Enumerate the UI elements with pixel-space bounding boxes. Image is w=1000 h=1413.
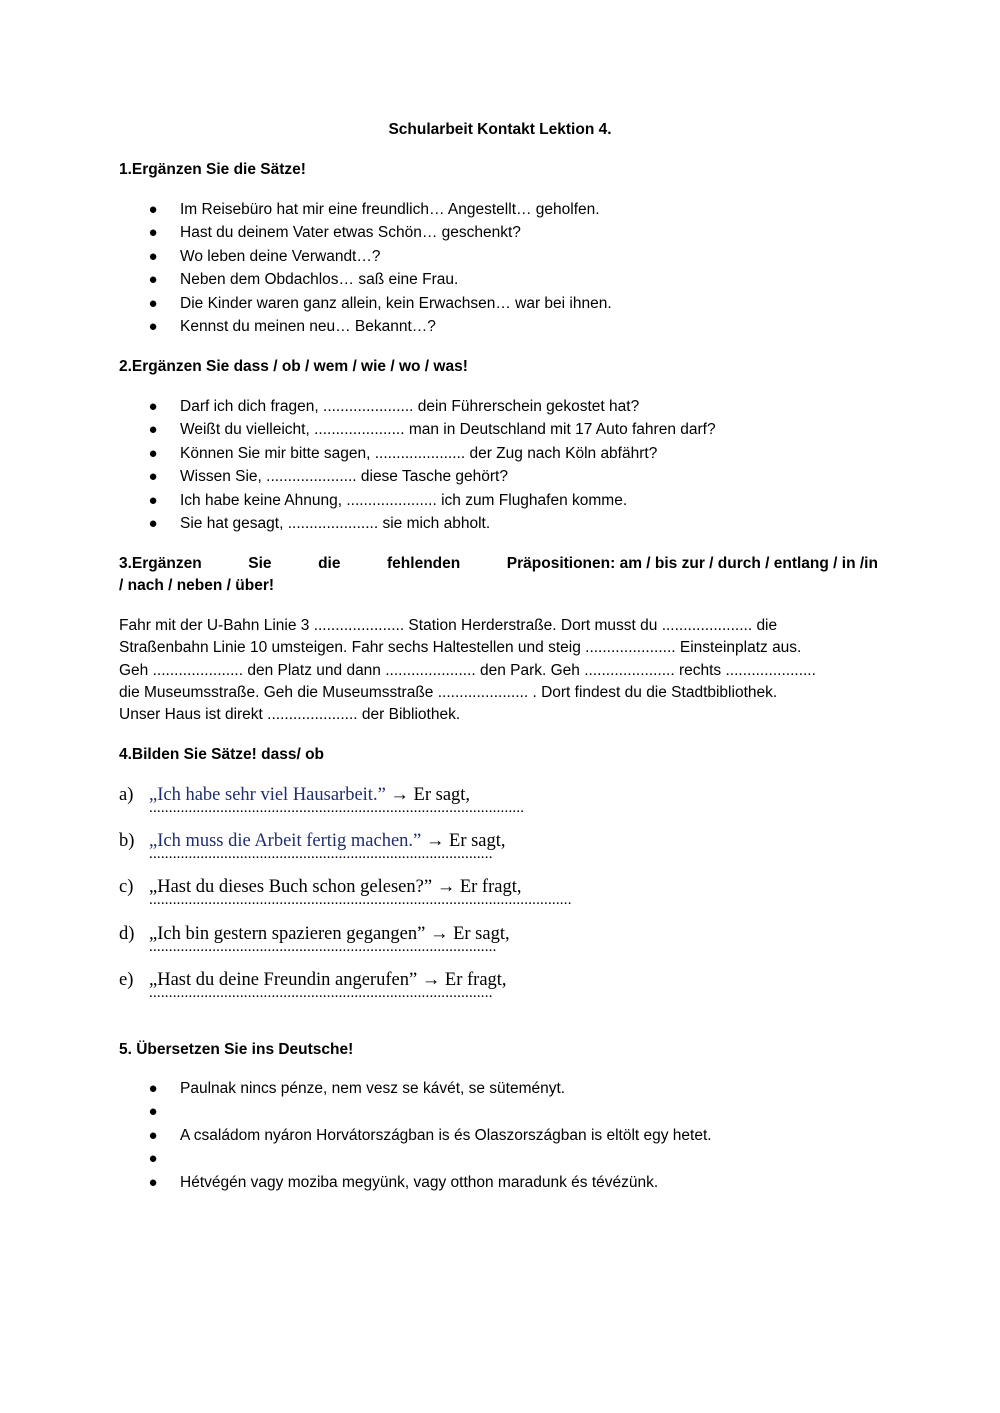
sentence-text: Die Kinder waren ganz allein, kein Erwachsen… war bei ihnen.	[180, 294, 612, 312]
answer-line: ...............................................................................................	[149, 800, 525, 816]
list-item	[0, 465, 716, 488]
bullet-icon: ●	[148, 421, 158, 439]
bullet-icon: ●	[148, 1080, 158, 1097]
arrow-right-icon: →	[425, 831, 445, 852]
section-1-heading: 1.Ergänzen Sie die Sätze!	[119, 161, 306, 178]
arrow-right-icon: →	[421, 969, 441, 990]
sentence-text: Paulnak nincs pénze, nem vesz se kávét, se süteményt.	[180, 1080, 566, 1097]
bullet-icon: ●	[148, 514, 158, 532]
bullet-icon: ●	[148, 1126, 158, 1144]
tail-text: Er fragt,	[459, 877, 522, 898]
list-item	[0, 418, 716, 441]
list-item	[0, 442, 716, 465]
quote-text: „Ich habe sehr viel Hausarbeit.”	[149, 785, 386, 805]
sentence-text: Weißt du vielleicht, ..................... man in Deutschland mit 17 Auto fahren darf?	[180, 421, 716, 439]
paragraph-line: Fahr mit der U-Bahn Linie 3 ..................... Station Herderstraße. Dort musst du ..................... die	[119, 617, 778, 634]
sentence-text: Ich habe keine Ahnung, ..................... ich zum Flughafen komme.	[180, 491, 628, 509]
paragraph-line: Straßenbahn Linie 10 umsteigen. Fahr sechs Haltestellen und steig ..................... Einsteinplatz aus.	[119, 639, 802, 657]
tail-text: Er fragt,	[444, 969, 507, 990]
arrow-right-icon: →	[429, 923, 449, 944]
bullet-icon: ●	[148, 317, 158, 335]
quote-text: „Ich bin gestern spazieren gegangen”	[149, 923, 426, 944]
heading-word: Sie	[248, 555, 272, 572]
list-item	[0, 395, 716, 418]
section-3-heading-line-1	[119, 553, 878, 575]
sentence-text: Neben dem Obdachlos… saß eine Frau.	[180, 271, 459, 289]
item-letter: d)	[119, 923, 135, 944]
sentence-text: Können Sie mir bitte sagen, ..................... der Zug nach Köln abfährt?	[180, 444, 658, 462]
list-item	[0, 1124, 712, 1147]
list-item	[0, 489, 716, 512]
tail-text: Er sagt,	[449, 831, 506, 852]
bullet-icon: ●	[148, 1103, 158, 1121]
quote-text: „Hast du deine Freundin angerufen”	[149, 969, 418, 990]
tail-text: Er sagt,	[413, 785, 471, 805]
section-3-heading-line-2: / nach / neben / über!	[119, 577, 275, 594]
bullet-icon: ●	[148, 224, 158, 242]
answer-line: .......................................................................................	[149, 846, 493, 863]
sentence-text: A családom nyáron Horvátországban is és Olaszországban is eltölt egy hetet.	[180, 1126, 712, 1144]
tail-text: Er sagt,	[453, 923, 510, 944]
sentence-text: Im Reisebüro hat mir eine freundlich… Angestellt… geholfen.	[180, 201, 600, 218]
list-item	[0, 221, 612, 244]
quote-text: „Ich muss die Arbeit fertig machen.”	[149, 831, 422, 852]
section-3-paragraph	[119, 615, 879, 726]
item-letter: a)	[119, 785, 134, 805]
section-5-list	[0, 1077, 712, 1194]
bullet-icon: ●	[148, 1173, 158, 1191]
bullet-icon: ●	[148, 491, 158, 509]
sentence-text: Kennst du meinen neu… Bekannt…?	[180, 317, 436, 335]
quote-text: „Hast du dieses Buch schon gelesen?”	[149, 877, 433, 898]
bullet-icon: ●	[148, 398, 158, 415]
section-2-heading: 2.Ergänzen Sie dass / ob / wem / wie / wo / was!	[119, 358, 468, 375]
list-item	[0, 245, 612, 268]
heading-word: 3.Ergänzen	[119, 555, 202, 572]
list-item	[0, 268, 612, 291]
answer-line: ........................................................................................	[149, 938, 497, 955]
paragraph-line: Geh ..................... den Platz und dann ..................... den Park. Geh ..................... rechts .....................	[119, 661, 816, 679]
heading-word: die	[318, 555, 341, 572]
sentence-text: Wo leben deine Verwandt…?	[180, 247, 381, 265]
sentence-text: Hast du deinem Vater etwas Schön… geschenkt?	[180, 224, 521, 242]
answer-line: .......................................................................................	[149, 984, 493, 1001]
bullet-icon: ●	[148, 201, 158, 218]
arrow-right-icon: →	[390, 785, 409, 805]
paragraph-line: die Museumsstraße. Geh die Museumsstraße ..................... . Dort findest du die Stadtbibliothek.	[119, 683, 778, 701]
paragraph-line: Unser Haus ist direkt ..................... der Bibliothek.	[119, 706, 461, 724]
list-item	[0, 1100, 712, 1123]
section-4-heading: 4.Bilden Sie Sätze! dass/ ob	[119, 746, 325, 763]
sentence-text: Hétvégén vagy moziba megyünk, vagy otthon maradunk és tévézünk.	[180, 1173, 659, 1191]
heading-word: fehlenden	[387, 555, 461, 572]
section-5-heading: 5. Übersetzen Sie ins Deutsche!	[119, 1041, 354, 1058]
page-title: Schularbeit Kontakt Lektion 4.	[388, 121, 612, 138]
section-3-heading	[119, 553, 878, 597]
bullet-icon: ●	[148, 1150, 158, 1168]
answer-line: ...........................................................................................................	[149, 892, 572, 909]
bullet-icon: ●	[148, 468, 158, 486]
list-item	[0, 198, 612, 221]
section-2-list	[0, 395, 716, 535]
list-item	[0, 512, 716, 535]
section-1-list	[0, 198, 612, 338]
bullet-icon: ●	[148, 444, 158, 462]
sentence-text: Sie hat gesagt, ..................... sie mich abholt.	[180, 514, 491, 532]
heading-word: Präpositionen: am / bis zur / durch / entlang / in /in	[506, 555, 878, 572]
bullet-icon: ●	[148, 271, 158, 289]
item-letter: e)	[119, 969, 134, 990]
list-item	[0, 292, 612, 315]
list-item	[0, 315, 612, 338]
item-letter: c)	[119, 877, 134, 898]
sentence-text: Wissen Sie, ..................... diese Tasche gehört?	[180, 468, 508, 486]
list-item	[0, 1077, 712, 1100]
list-item	[0, 1147, 712, 1170]
sentence-text: Darf ich dich fragen, ..................... dein Führerschein gekostet hat?	[180, 398, 640, 415]
item-letter: b)	[119, 831, 135, 852]
bullet-icon: ●	[148, 247, 158, 265]
arrow-right-icon: →	[436, 877, 456, 898]
list-item	[0, 1171, 712, 1194]
bullet-icon: ●	[148, 294, 158, 312]
